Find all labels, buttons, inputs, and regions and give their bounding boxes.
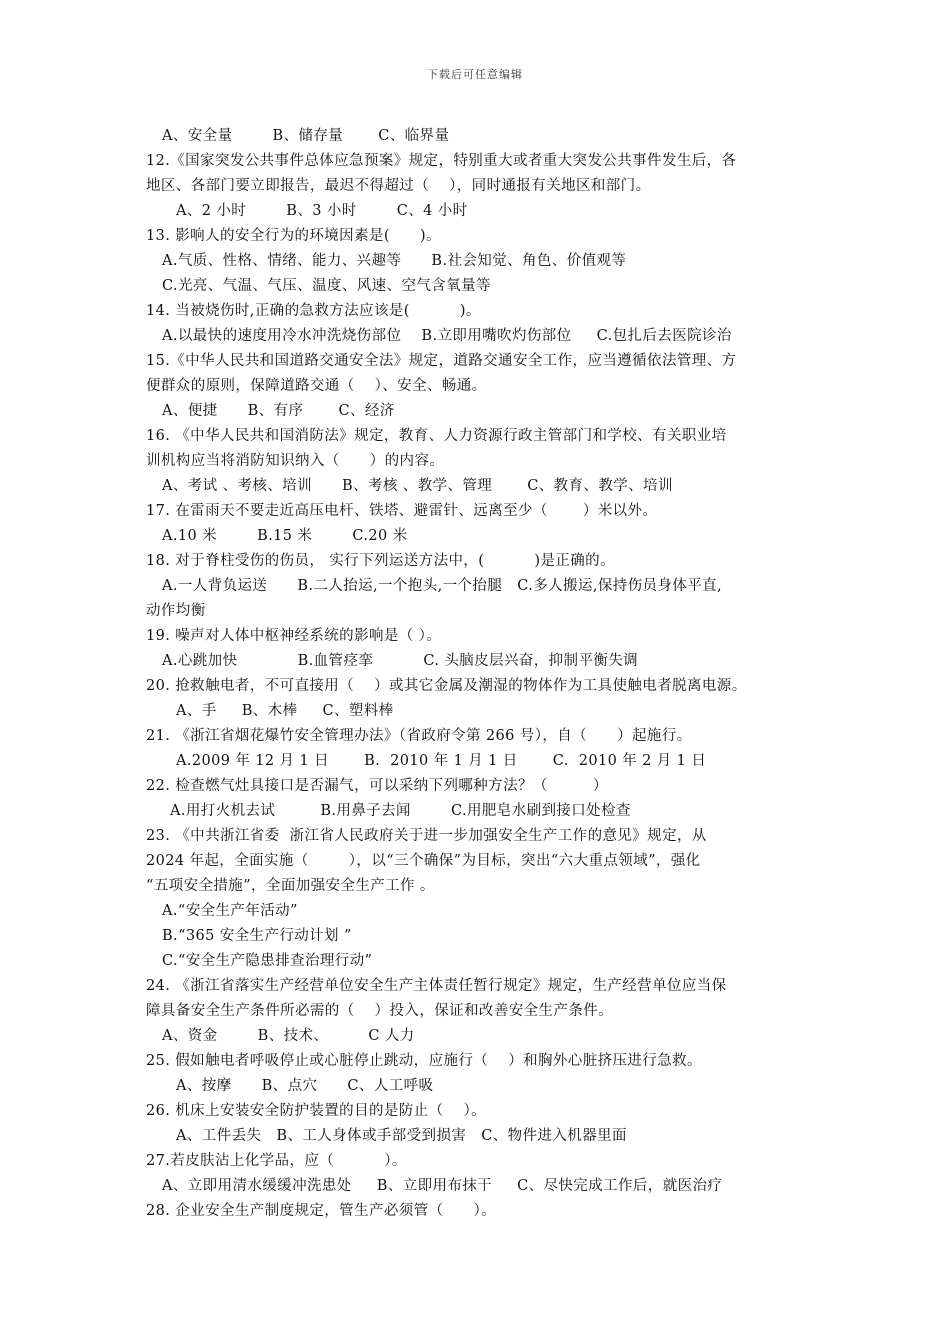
text-line: A.10 米 B.15 米 C.20 米 [162,528,408,544]
question-list [146,124,810,1224]
text-line: A、安全量 B、储存量 C、临界量 [162,128,450,144]
text-line: A、手 B、木棒 C、塑料棒 [176,703,394,719]
text-line: A.2009 年 12 月 1 日 B. 2010 年 1 月 1 日 C. 2010 年 2 月 1 日 [176,753,707,769]
text-line: C.“安全生产隐患排查治理行动” [162,953,373,969]
text-line: 24. 《浙江省落实生产经营单位安全生产主体责任暂行规定》规定，生产经营单位应当保 [146,978,727,994]
text-line: 便群众的原则，保障道路交通（ ）、安全、畅通。 [146,378,487,394]
text-line: 23. 《中共浙江省委 浙江省人民政府关于进一步加强安全生产工作的意见》规定，从 [146,828,707,844]
text-line: 2024 年起，全面实施（ ），以“三个确保”为目标，突出“六大重点领域”，强化 [146,853,701,869]
text-line: A.用打火机去试 B.用鼻子去闻 C.用肥皂水刷到接口处检查 [170,803,631,819]
text-line: 22. 检查燃气灶具接口是否漏气，可以采纳下列哪种方法？（ ） [146,778,608,794]
text-line: 21. 《浙江省烟花爆竹安全管理办法》（省政府令第 266 号），自（ ）起施行。 [146,728,692,744]
page-header: 下载后可任意编辑 [427,68,523,81]
text-line: 20. 抢救触电者，不可直接用（ ）或其它金属及潮湿的物体作为工具使触电者脱离电源。 [146,678,747,694]
text-line: 13. 影响人的安全行为的环境因素是( )。 [146,228,441,244]
text-line: 动作均衡 [146,603,206,619]
text-line: A、工件丢失 B、工人身体或手部受到损害 C、物件进入机器里面 [176,1128,627,1144]
text-line: A、按摩 B、点穴 C、人工呼吸 [176,1078,434,1094]
text-line: 26. 机床上安装安全防护装置的目的是防止（ ）。 [146,1103,487,1119]
text-line: 25. 假如触电者呼吸停止或心脏停止跳动，应施行（ ）和胸外心脏挤压进行急救。 [146,1053,702,1069]
text-line: A.一人背负运送 B.二人抬运,一个抱头,一个抬腿 C.多人搬运,保持伤员身体平直, [162,578,723,594]
text-line: A.“安全生产年活动” [162,903,298,919]
text-line: 17. 在雷雨天不要走近高压电杆、铁塔、避雷针、远离至少（ ）米以外。 [146,503,658,519]
text-line: 27.若皮肤沾上化学品，应（ ）。 [146,1153,407,1169]
text-line: A.心跳加快 B.血管痉挛 C. 头脑皮层兴奋，抑制平衡失调 [162,653,639,669]
text-line: A、资金 B、技术、 C 人力 [162,1028,415,1044]
text-line: C.光亮、气温、气压、温度、风速、空气含氧量等 [162,278,491,294]
text-line: A.气质、性格、情绪、能力、兴趣等 B.社会知觉、角色、价值观等 [162,253,627,269]
text-line: 18. 对于脊柱受伤的伤员， 实行下列运送方法中，( )是正确的。 [146,553,615,569]
text-line: 19. 噪声对人体中枢神经系统的影响是（ ）。 [146,628,442,644]
text-line: A、便捷 B、有序 C、经济 [162,403,395,419]
text-line: 16. 《中华人民共和国消防法》规定，教育、人力资源行政主管部门和学校、有关职业培 [146,428,727,444]
text-line: 14. 当被烧伤时,正确的急救方法应该是( )。 [146,303,481,319]
text-line: A、考试 、考核、培训 B、考核 、教学、管理 C、教育、教学、培训 [162,478,673,494]
text-line: A、2 小时 B、3 小时 C、4 小时 [176,203,468,219]
text-line: 12.《国家突发公共事件总体应急预案》规定，特别重大或者重大突发公共事件发生后，各 [146,153,737,169]
text-line: 障具备安全生产条件所必需的（ ）投入，保证和改善安全生产条件。 [146,1003,614,1019]
text-line: 地区、各部门要立即报告，最迟不得超过（ ），同时通报有关地区和部门。 [146,178,651,194]
text-line: A.以最快的速度用冷水冲洗烧伤部位 B.立即用嘴吹灼伤部位 C.包扎后去医院诊治 [162,328,732,344]
text-line: B.“365 安全生产行动计划 ” [162,928,352,944]
text-line: 训机构应当将消防知识纳入（ ）的内容。 [146,453,445,469]
text-line: 28. 企业安全生产制度规定，管生产必须管（ ）。 [146,1203,497,1219]
text-line: “五项安全措施”，全面加强安全生产工作 。 [146,878,435,894]
text-line: 15.《中华人民共和国道路交通安全法》规定，道路交通安全工作，应当遵循依法管理、方 [146,353,737,369]
text-line: A、立即用清水缓缓冲洗患处 B、立即用布抹干 C、尽快完成工作后，就医治疗 [162,1178,723,1194]
